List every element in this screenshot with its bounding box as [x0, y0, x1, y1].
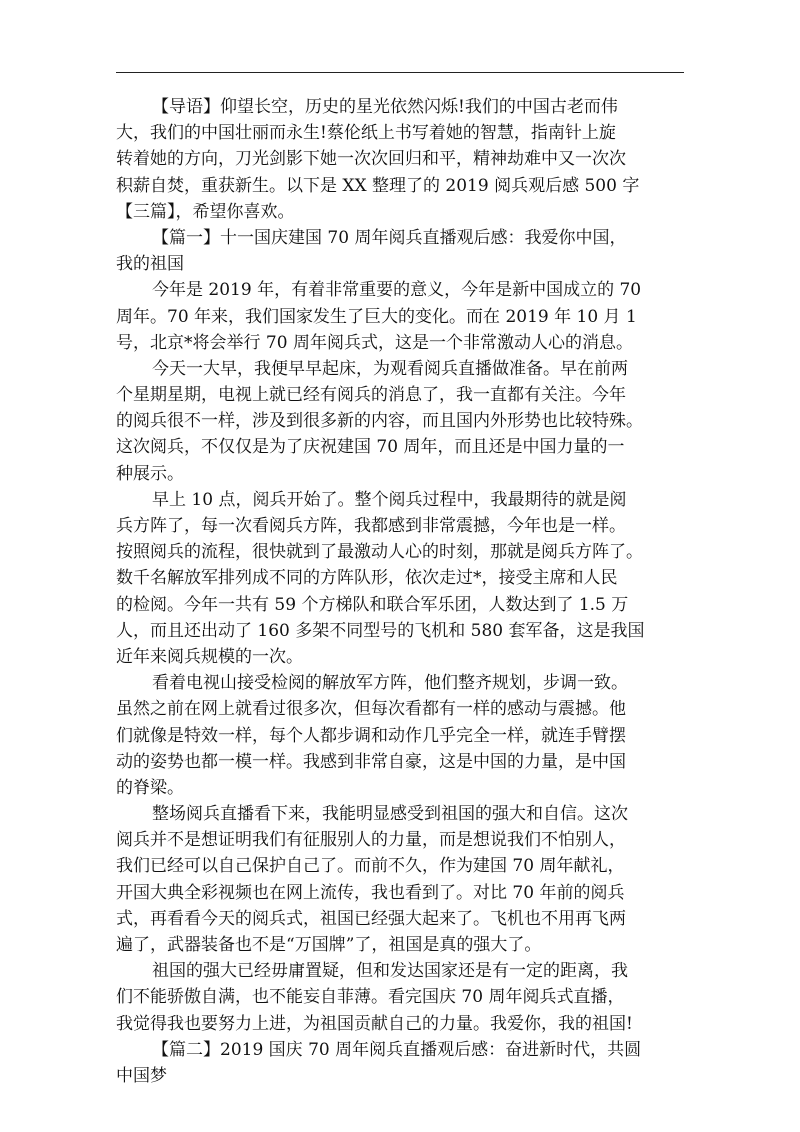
- text-line: 整场阅兵直播看下来，我能明显感受到祖国的强大和自信。这次: [152, 804, 628, 825]
- body-paragraph: [116, 958, 696, 1037]
- text-line: 个星期星期，电视上就已经有阅兵的消息了，我一直都有关注。今年: [116, 385, 626, 406]
- text-line: 虽然之前在网上就看过很多次，但每次看都有一样的感动与震撼。他: [116, 699, 626, 720]
- body-paragraph: [116, 487, 696, 670]
- body-paragraph: [116, 801, 696, 958]
- text-line: 我的祖国: [116, 254, 184, 275]
- text-line: 看着电视山接受检阅的解放军方阵，他们整齐规划，步调一致。: [152, 673, 628, 694]
- text-line: 【篇一】十一国庆建国 70 周年阅兵直播观后感：我爱你中国，: [152, 227, 627, 248]
- text-line: 动的姿势也都一模一样。我感到非常自豪，这是中国的力量，是中国: [116, 751, 626, 772]
- text-line: 近年来阅兵规模的一次。: [116, 646, 303, 667]
- text-line: 们不能骄傲自满，也不能妄自菲薄。看完国庆 70 周年阅兵式直播，: [116, 987, 625, 1008]
- text-line: 数千名解放军排列成不同的方阵队形，依次走过*，接受主席和人民: [116, 568, 618, 589]
- text-line: 大，我们的中国壮丽而永生!蔡伦纸上书写着她的智慧，指南针上旋: [116, 123, 616, 144]
- text-line: 我觉得我也要努力上进，为祖国贡献自己的力量。我爱你，我的祖国!: [116, 1013, 633, 1034]
- text-line: 这次阅兵，不仅仅是为了庆祝建国 70 周年，而且还是中国力量的一: [116, 437, 625, 458]
- text-line: 按照阅兵的流程，很快就到了最激动人心的时刻，那就是阅兵方阵了。: [116, 542, 643, 563]
- body-paragraph: [116, 277, 696, 356]
- text-line: 号，北京*将会举行 70 周年阅兵式，这是一个非常激动人心的消息。: [116, 332, 633, 353]
- text-line: 中国梦: [116, 1065, 167, 1086]
- text-line: 【三篇】，希望你喜欢。: [116, 201, 295, 222]
- text-line: 人，而且还出动了 160 多架不同型号的飞机和 580 套军备，这是我国: [116, 620, 645, 641]
- intro-paragraph: [116, 94, 696, 225]
- text-line: 【篇二】2019 国庆 70 周年阅兵直播观后感：奋进新时代，共圆: [152, 1039, 642, 1060]
- text-line: 我们已经可以自己保护自己了。而前不久，作为建国 70 周年献礼，: [116, 856, 625, 877]
- text-line: 阅兵并不是想证明我们有征服别人的力量，而是想说我们不怕别人，: [116, 830, 626, 851]
- text-line: 的阅兵很不一样，涉及到很多新的内容，而且国内外形势也比较特殊。: [116, 411, 643, 432]
- text-line: 的脊梁。: [116, 777, 184, 798]
- text-line: 种展示。: [116, 463, 184, 484]
- text-line: 式，再看看今天的阅兵式，祖国已经强大起来了。飞机也不用再飞两: [116, 908, 626, 929]
- body-paragraph: [116, 670, 696, 801]
- text-line: 遍了，武器装备也不是“万国牌”了，祖国是真的强大了。: [116, 935, 542, 955]
- text-line: 【导语】仰望长空，历史的星光依然闪烁!我们的中国古老而伟: [152, 97, 618, 117]
- header-rule: [116, 72, 684, 73]
- text-line: 兵方阵了，每一次看阅兵方阵，我都感到非常震撼，今年也是一样。: [116, 516, 626, 536]
- text-line: 的检阅。今年一共有 59 个方梯队和联合军乐团，人数达到了 1.5 万: [116, 594, 629, 615]
- text-line: 周年。70 年来，我们国家发生了巨大的变化。而在 2019 年 10 月 1: [116, 306, 637, 327]
- text-line: 开国大典全彩视频也在网上流传，我也看到了。对比 70 年前的阅兵: [116, 882, 625, 903]
- text-line: 今天一大早，我便早早起床，为观看阅兵直播做准备。早在前两: [152, 358, 628, 379]
- text-line: 早上 10 点，阅兵开始了。整个阅兵过程中，我最期待的就是阅: [152, 489, 627, 510]
- document-body: [116, 94, 696, 1089]
- body-paragraph: [116, 356, 696, 487]
- section-heading-1: [116, 225, 696, 277]
- text-line: 祖国的强大已经毋庸置疑，但和发达国家还是有一定的距离，我: [152, 961, 628, 982]
- text-line: 积薪自焚，重获新生。以下是 XX 整理了的 2019 阅兵观后感 500 字: [116, 175, 640, 196]
- text-line: 们就像是特效一样，每个人都步调和动作几乎完全一样，就连手臂摆: [116, 725, 626, 746]
- text-line: 今年是 2019 年，有着非常重要的意义，今年是新中国成立的 70: [152, 280, 642, 301]
- text-line: 转着她的方向，刀光剑影下她一次次回归和平，精神劫难中又一次次: [116, 149, 626, 170]
- section-heading-2: [116, 1037, 696, 1089]
